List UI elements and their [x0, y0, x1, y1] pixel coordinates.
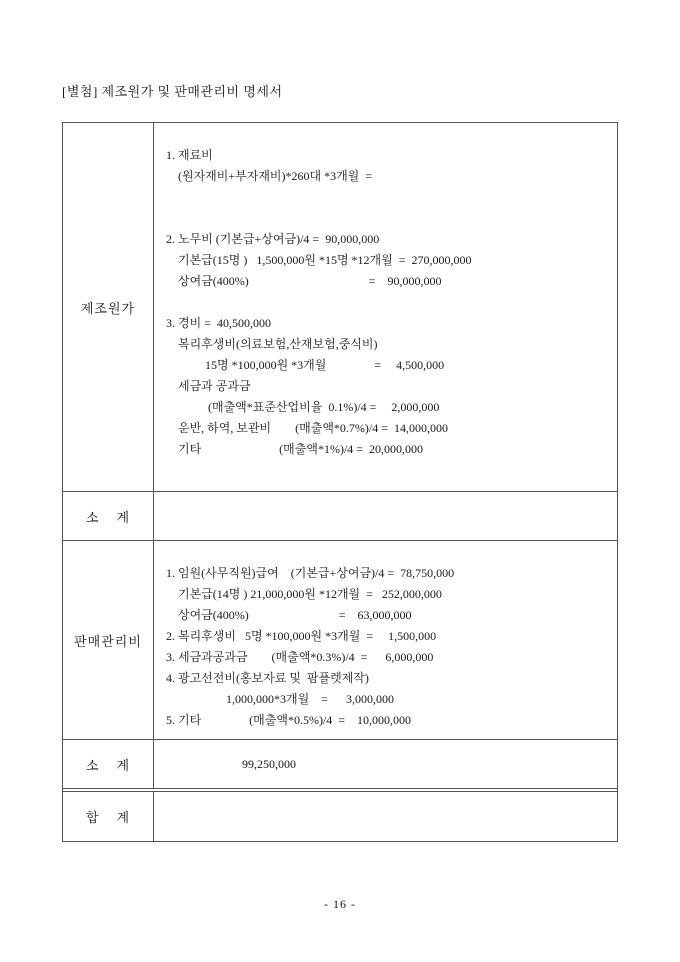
cost-line: 2. 복리후생비 5명 *100,000원 *3개월 = 1,500,000: [166, 629, 437, 643]
manufacturing-subtotal-value: [154, 492, 617, 540]
manufacturing-detail-cell: [154, 123, 617, 491]
grand-total-cell: [154, 792, 617, 841]
cost-line: 2. 노무비 (기본급+상여금)/4 = 90,000,000: [166, 232, 380, 246]
sga-lines: [154, 541, 617, 731]
row-label-subtotal: 소 계: [63, 492, 154, 540]
cost-line: 1. 임원(사무직원)급여 (기본급+상여금)/4 = 78,750,000: [166, 566, 455, 580]
cost-line: 상여금(400%) = 63,000,000: [166, 608, 412, 622]
cost-table: [62, 122, 618, 842]
cost-line: 복리후생비(의료보험,산재보험,중식비): [166, 337, 378, 351]
cost-line: 3. 경비 = 40,500,000: [166, 316, 271, 330]
cost-line: (매출액*표준산업비율 0.1%)/4 = 2,000,000: [166, 400, 440, 414]
row-label-manufacturing: 제조원가: [63, 123, 154, 491]
row-label-subtotal: 소 계: [63, 740, 154, 788]
row-grand-total: [63, 788, 617, 841]
cost-line: 15명 *100,000원 *3개월 = 4,500,000: [166, 358, 445, 372]
sga-subtotal-cell: [154, 740, 617, 788]
sga-detail-cell: [154, 541, 617, 739]
grand-total-value: [154, 792, 617, 841]
sga-subtotal-value: 99,250,000: [242, 756, 296, 771]
row-label-sga: 판매관리비: [63, 541, 154, 739]
cost-line: 5. 기타 (매출액*0.5%)/4 = 10,000,000: [166, 713, 412, 727]
cost-line: 3. 세금과공과금 (매출액*0.3%)/4 = 6,000,000: [166, 650, 434, 664]
row-label-total: 합 계: [63, 792, 154, 841]
document-title: [별첨] 제조원가 및 판매관리비 명세서: [62, 84, 283, 99]
cost-line: 상여금(400%) = 90,000,000: [166, 274, 442, 288]
cost-line: (원자재비+부자재비)*260대 *3개월 =: [166, 169, 373, 183]
cost-line: 4. 광고선전비(홍보자료 및 팜플렛제작): [166, 671, 369, 685]
row-manufacturing-subtotal: [63, 491, 617, 540]
cost-line: 세금과 공과금: [166, 379, 251, 393]
cost-line: 운반, 하역, 보관비 (매출액*0.7%)/4 = 14,000,000: [166, 421, 449, 435]
manufacturing-subtotal-cell: [154, 492, 617, 540]
cost-line: 기본급(14명 ) 21,000,000원 *12개월 = 252,000,000: [166, 587, 442, 601]
cost-line: 1. 재료비: [166, 148, 213, 162]
cost-line: 기본급(15명 ) 1,500,000원 *15명 *12개월 = 270,000,000: [166, 253, 472, 267]
manufacturing-lines: [154, 123, 617, 460]
cost-line: 기타 (매출액*1%)/4 = 20,000,000: [166, 442, 424, 456]
cost-line: 1,000,000*3개월 = 3,000,000: [166, 692, 394, 706]
row-sga-subtotal: [63, 739, 617, 788]
row-sga-cost: [63, 540, 617, 739]
page-number: - 16 -: [324, 897, 356, 911]
row-manufacturing-cost: [63, 123, 617, 491]
